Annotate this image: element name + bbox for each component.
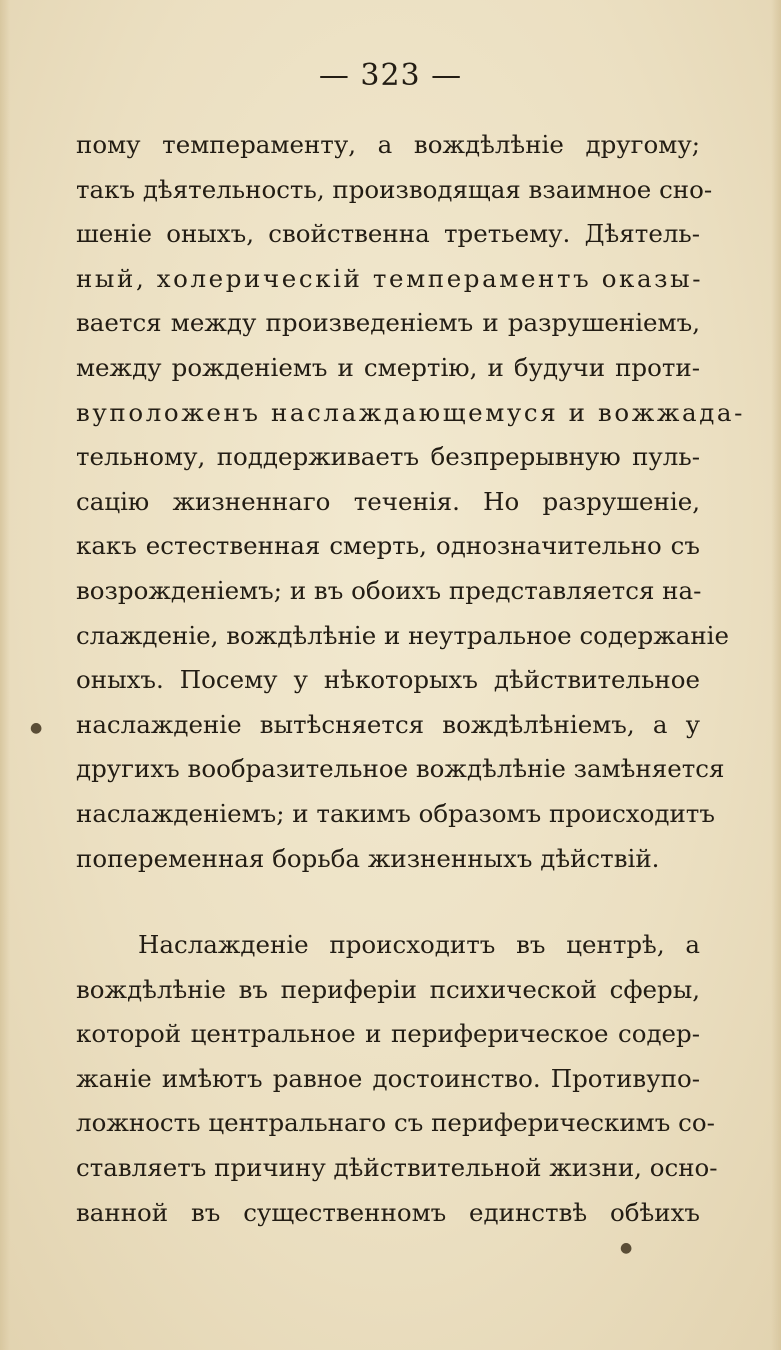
text-line: какъ естественная смерть, однозначительно съ	[76, 531, 700, 561]
text-line: вождѣлѣніе въ периферіи психической сферы,	[76, 974, 700, 1004]
page-number: — 323 —	[318, 58, 463, 93]
text-line: ванной въ существенномъ единствѣ обѣихъ	[76, 1197, 700, 1227]
text-line: ставляетъ причину дѣйствительной жизни, осно-	[76, 1152, 718, 1182]
text-line: ный, холерическій темпераментъ оказы-	[76, 263, 704, 293]
text-line: Наслажденіе происходитъ въ центрѣ, а	[138, 930, 700, 959]
text-line: такъ дѣятельность, производящая взаимное сно-	[76, 174, 713, 204]
text-line: жаніе имѣютъ равное достоинство. Противупо-	[76, 1063, 700, 1093]
text-line: попеременная борьба жизненныхъ дѣйствій.	[76, 843, 660, 873]
paragraph-1	[76, 123, 745, 881]
text-line: возрожденіемъ; и въ обоихъ представляется на-	[76, 575, 702, 605]
text-line: вуположенъ наслаждающемуся и вожжада-	[76, 397, 745, 427]
text-line: которой центральное и периферическое содер-	[76, 1019, 700, 1049]
text-line: другихъ вообразительное вождѣлѣніе замѣняется	[76, 754, 725, 784]
text-line: пому темпераменту, а вождѣлѣніе другому;	[76, 130, 700, 159]
text-line: вается между произведеніемъ и разрушеніемъ,	[76, 308, 700, 338]
text-line: оныхъ. Посему у нѣкоторыхъ дѣйствительное	[76, 665, 700, 695]
text-line: наслажденіе вытѣсняется вождѣлѣніемъ, а у	[76, 709, 700, 739]
page-edge-left	[0, 0, 10, 1350]
page-edge-right	[771, 0, 781, 1350]
text-line: ложность центральнаго съ периферическимъ со-	[76, 1108, 715, 1138]
text-line: наслажденіемъ; и такимъ образомъ происходитъ	[76, 798, 715, 828]
text-line: сацію жизненнаго теченія. Но разрушеніе,	[76, 486, 700, 516]
text-line: между рожденіемъ и смертію, и будучи проти-	[76, 352, 700, 382]
paragraph-2	[76, 923, 718, 1235]
text-line: слажденіе, вождѣлѣніе и неутральное содержаніе	[76, 620, 730, 650]
text-line: тельному, поддерживаетъ безпрерывную пуль-	[76, 442, 700, 472]
ink-spot: ●	[620, 1240, 633, 1256]
text-line: шеніе оныхъ, свойственна третьему. Дѣятель-	[76, 219, 700, 249]
ink-spot: ●	[30, 720, 43, 736]
